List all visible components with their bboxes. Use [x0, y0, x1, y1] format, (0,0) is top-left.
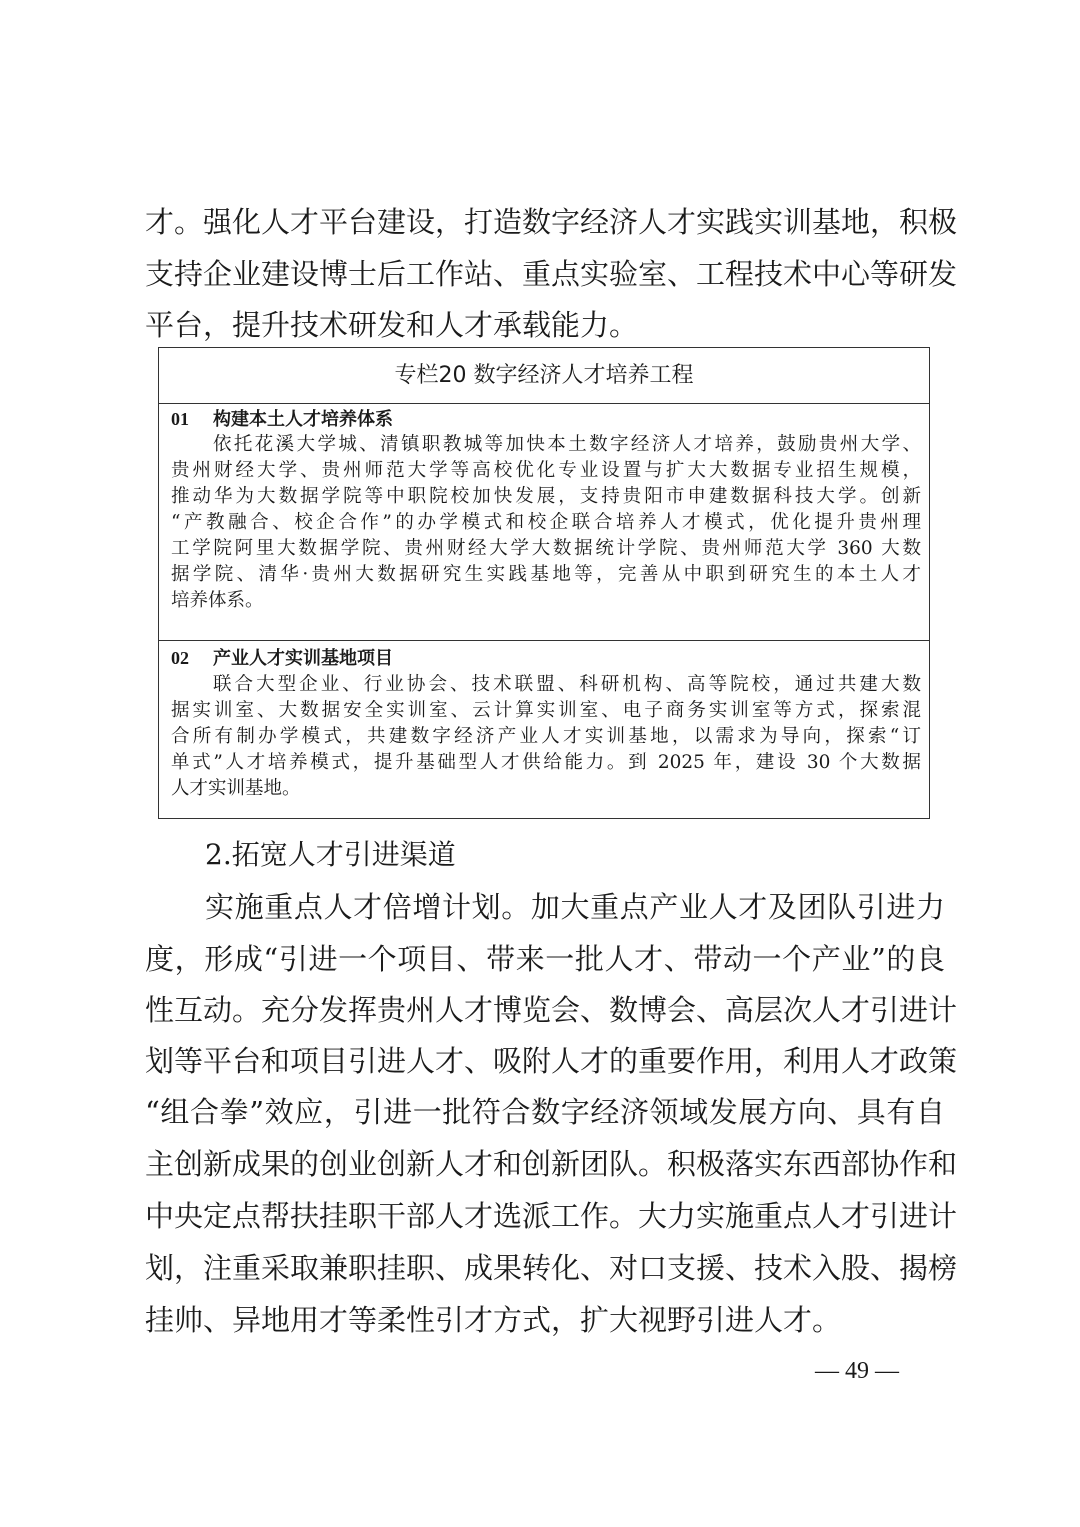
- section-number: 02: [171, 648, 189, 668]
- text-line: 实施重点人才倍增计划。加大重点产业人才及团队引进力: [205, 890, 945, 924]
- section-title: 构建本土人才培养体系: [213, 409, 393, 430]
- section-heading: [171, 647, 393, 670]
- text-line: 主创新成果的创业创新人才和创新团队。积极落实东西部协作和: [145, 1147, 958, 1181]
- box-text-line: 单式”人才培养模式，提升基础型人才供给能力。到 2025 年，建设 30 个大数据: [171, 752, 921, 773]
- text-line: 才。强化人才平台建设，打造数字经济人才实践实训基地，积极: [145, 205, 958, 239]
- box-title: 专栏20 数字经济人才培养工程: [159, 348, 929, 404]
- page-number: — 49 —: [815, 1358, 899, 1384]
- text-line: “组合拳”效应，引进一批符合数字经济领域发展方向、具有自: [145, 1095, 945, 1129]
- box-text-line: 贵州财经大学、贵州师范大学等高校优化专业设置与扩大大数据专业招生规模，: [171, 460, 921, 481]
- box-text-line: 联合大型企业、行业协会、技术联盟、科研机构、高等院校，通过共建大数: [213, 674, 921, 695]
- section-title: 产业人才实训基地项目: [213, 648, 393, 669]
- text-line: 划等平台和项目引进人才、吸附人才的重要作用，利用人才政策: [145, 1044, 958, 1078]
- box-text-line: 据学院、清华·贵州大数据研究生实践基地等，完善从中职到研究生的本土人才: [171, 564, 921, 585]
- subsection-heading: 2.拓宽人才引进渠道: [205, 838, 456, 871]
- box-text-line: 培养体系。: [171, 590, 264, 611]
- column-box: [158, 347, 930, 819]
- text-line: 支持企业建设博士后工作站、重点实验室、工程技术中心等研发: [145, 257, 958, 291]
- box-text-line: 据实训室、大数据安全实训室、云计算实训室、电子商务实训室等方式，探索混: [171, 700, 921, 721]
- box-text-line: 依托花溪大学城、清镇职教城等加快本土数字经济人才培养，鼓励贵州大学、: [213, 434, 921, 455]
- text-line: 划，注重采取兼职挂职、成果转化、对口支援、技术入股、揭榜: [145, 1251, 958, 1285]
- section-heading: [171, 408, 393, 431]
- box-text-line: 合所有制办学模式，共建数字经济产业人才实训基地，以需求为导向，探索“订: [171, 726, 921, 747]
- box-text-line: “产教融合、校企合作”的办学模式和校企联合培养人才模式，优化提升贵州理: [171, 512, 921, 533]
- text-line: 平台，提升技术研发和人才承载能力。: [145, 308, 639, 342]
- text-line: 度，形成“引进一个项目、带来一批人才、带动一个产业”的良: [145, 942, 945, 976]
- text-line: 性互动。充分发挥贵州人才博览会、数博会、高层次人才引进计: [145, 993, 958, 1027]
- box-text-line: 人才实训基地。: [171, 778, 301, 799]
- text-line: 中央定点帮扶挂职干部人才选派工作。大力实施重点人才引进计: [145, 1199, 958, 1233]
- box-text-line: 推动华为大数据学院等中职院校加快发展，支持贵阳市申建数据科技大学。创新: [171, 486, 921, 507]
- text-line: 挂帅、异地用才等柔性引才方式，扩大视野引进人才。: [145, 1303, 842, 1337]
- section-divider: [159, 640, 929, 641]
- box-text-line: 工学院阿里大数据学院、贵州财经大学大数据统计学院、贵州师范大学 360 大数: [171, 538, 921, 559]
- section-number: 01: [171, 409, 189, 429]
